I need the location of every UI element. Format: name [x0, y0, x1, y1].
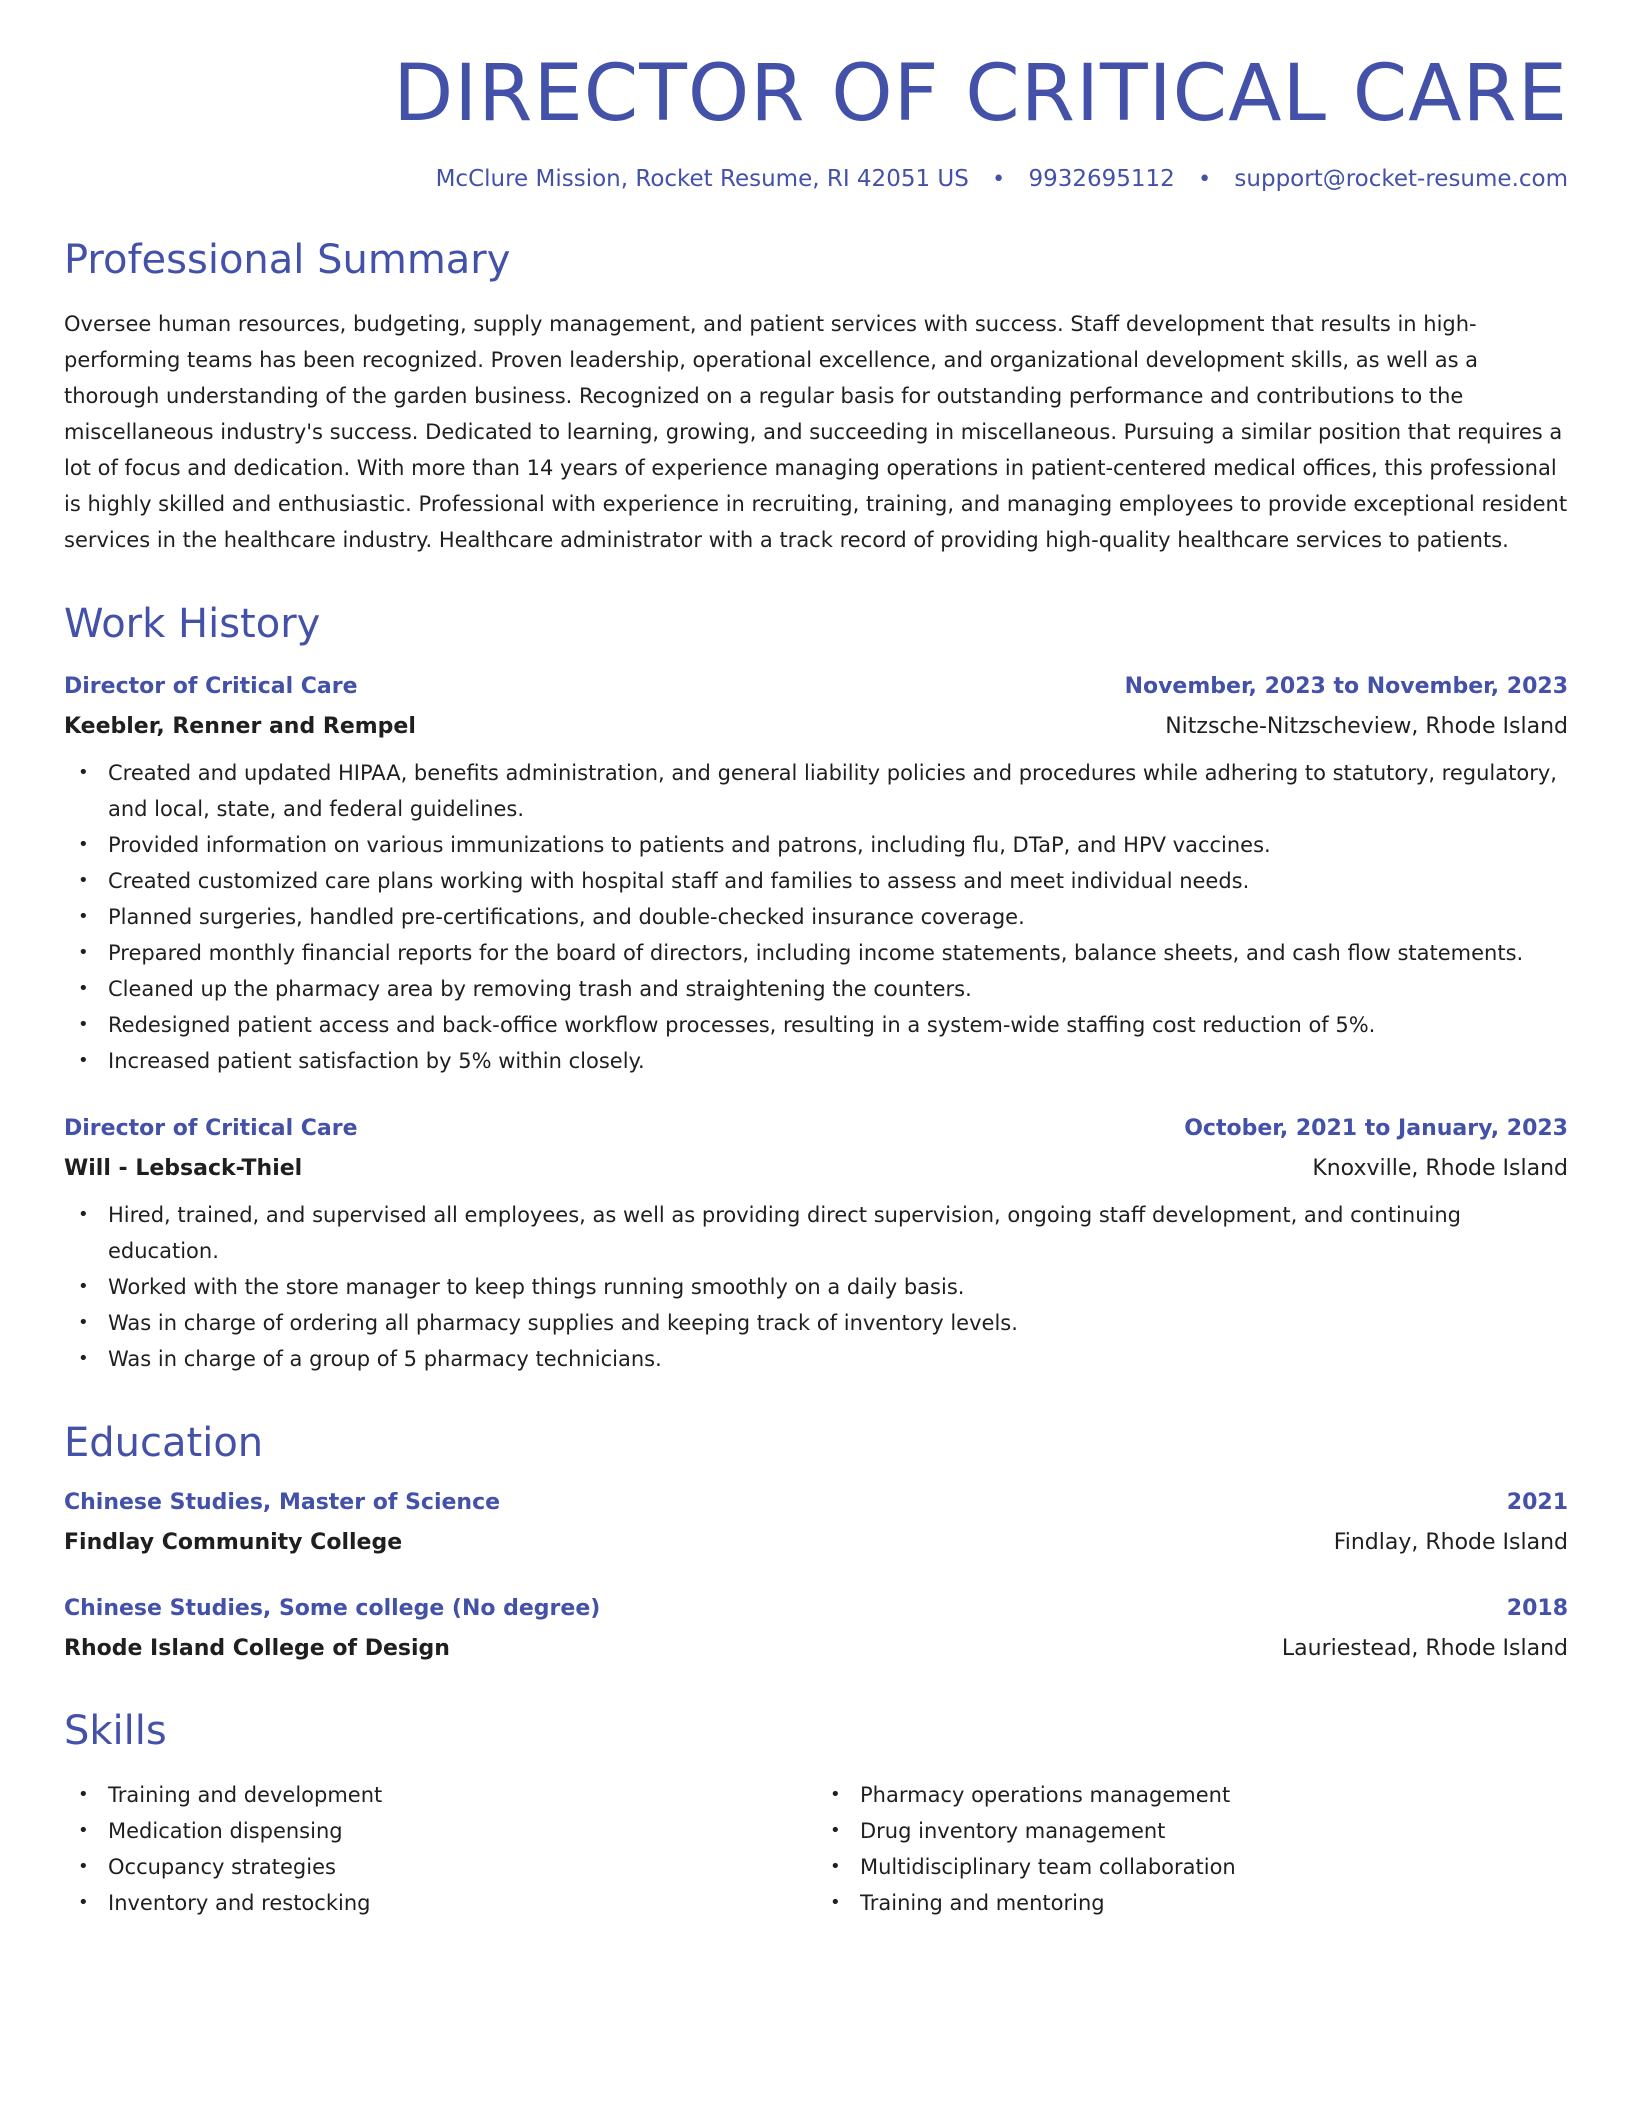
work-entry-header-row [64, 671, 1568, 703]
skills-section [64, 1709, 1568, 1921]
school-location: Findlay, Rhode Island [1333, 1529, 1568, 1555]
job-responsibility-item: • Increased patient satisfaction by 5% within closely. [64, 1043, 1568, 1079]
skills-list-left [64, 1777, 816, 1921]
skills-list-right [816, 1777, 1568, 1921]
education-section [64, 1421, 1568, 1665]
work-entry-header-row [64, 1113, 1568, 1145]
work-entry [64, 671, 1568, 1079]
job-dates: November, 2023 to November, 2023 [1124, 673, 1568, 699]
education-entry [64, 1593, 1568, 1665]
resume-title: DIRECTOR OF CRITICAL CARE [393, 49, 1568, 139]
job-responsibility-item: • Redesigned patient access and back-office workflow processes, resulting in a system-wide staffing cost reduction of 5%. [64, 1007, 1568, 1043]
graduation-year: 2018 [1506, 1595, 1568, 1621]
phone-number: 9932695112 [1028, 166, 1175, 193]
contact-separator: • [1198, 167, 1212, 193]
education-entry [64, 1487, 1568, 1559]
degree-title: Chinese Studies, Some college (No degree) [64, 1595, 601, 1621]
job-responsibility-item: • Was in charge of a group of 5 pharmacy technicians. [64, 1341, 1568, 1377]
skills-column-left [64, 1777, 816, 1921]
skill-item: • Multidisciplinary team collaboration [816, 1849, 1568, 1885]
job-responsibility-item: • Provided information on various immunizations to patients and patrons, including flu, DTaP, and HPV vaccines. [64, 827, 1568, 863]
company-name: Keebler, Renner and Rempel [64, 713, 416, 739]
work-history-section [64, 602, 1568, 1377]
professional-summary-section [64, 238, 1568, 558]
job-responsibilities-list [64, 755, 1568, 1079]
education-entry-header-row [64, 1593, 1568, 1625]
address-text: McClure Mission, Rocket Resume, RI 42051 US [435, 166, 969, 193]
skills-heading: Skills [64, 1707, 167, 1754]
skill-item: • Training and development [64, 1777, 816, 1813]
resume-header [64, 49, 1568, 194]
skill-item: • Inventory and restocking [64, 1885, 816, 1921]
job-responsibilities-list [64, 1197, 1568, 1377]
skill-item: • Training and mentoring [816, 1885, 1568, 1921]
education-heading: Education [64, 1419, 264, 1466]
degree-title: Chinese Studies, Master of Science [64, 1489, 501, 1515]
skill-item: • Occupancy strategies [64, 1849, 816, 1885]
graduation-year: 2021 [1506, 1489, 1568, 1515]
work-entry-meta-row [64, 711, 1568, 743]
job-title: Director of Critical Care [64, 1115, 358, 1141]
skill-item: • Drug inventory management [816, 1813, 1568, 1849]
contact-separator: • [992, 167, 1006, 193]
job-responsibility-item: • Created customized care plans working with hospital staff and families to assess and meet individual needs. [64, 863, 1568, 899]
work-entry [64, 1113, 1568, 1377]
education-entry-meta-row [64, 1633, 1568, 1665]
job-responsibility-item: • Was in charge of ordering all pharmacy supplies and keeping track of inventory levels. [64, 1305, 1568, 1341]
summary-text: Oversee human resources, budgeting, supply management, and patient services with success. Staff development that results in high-performing teams has been recognized. Proven leadership, operational excellence, and organizational development skills, as well as a thorough understanding of the garden business. Recognized on a regular basis for outstanding performance and contributions to the miscellaneous industry's success. Dedicated to learning, growing, and succeeding in miscellaneous. Pursuing a similar position that requires a lot of focus and dedication. With more than 14 years of experience managing operations in patient-centered medical offices, this professional is highly skilled and enthusiastic. Professional with experience in recruiting, training, and managing employees to provide exceptional resident services in the healthcare industry. Healthcare administrator with a track record of providing high-quality healthcare services to patients. [64, 311, 1568, 552]
job-title: Director of Critical Care [64, 673, 358, 699]
job-location: Nitzsche-Nitzscheview, Rhode Island [1165, 713, 1568, 739]
skills-column-right [816, 1777, 1568, 1921]
job-responsibility-item: • Cleaned up the pharmacy area by removing trash and straightening the counters. [64, 971, 1568, 1007]
job-responsibility-item: • Hired, trained, and supervised all employees, as well as providing direct supervision, ongoing staff development, and continuing education. [64, 1197, 1568, 1269]
job-responsibility-item: • Created and updated HIPAA, benefits administration, and general liability policies and procedures while adhering to statutory, regulatory, and local, state, and federal guidelines. [64, 755, 1568, 827]
school-location: Lauriestead, Rhode Island [1281, 1635, 1568, 1661]
skill-item: • Medication dispensing [64, 1813, 816, 1849]
summary-heading: Professional Summary [64, 236, 511, 283]
education-entry-meta-row [64, 1527, 1568, 1559]
job-responsibility-item: • Worked with the store manager to keep things running smoothly on a daily basis. [64, 1269, 1568, 1305]
contact-line [64, 166, 1568, 194]
job-location: Knoxville, Rhode Island [1312, 1155, 1568, 1181]
work-entry-meta-row [64, 1153, 1568, 1185]
school-name: Findlay Community College [64, 1529, 403, 1555]
job-responsibility-item: • Prepared monthly financial reports for the board of directors, including income statements, balance sheets, and cash flow statements. [64, 935, 1568, 971]
company-name: Will - Lebsack-Thiel [64, 1155, 303, 1181]
email-address: support@rocket-resume.com [1234, 166, 1568, 193]
skill-item: • Pharmacy operations management [816, 1777, 1568, 1813]
job-dates: October, 2021 to January, 2023 [1184, 1115, 1568, 1141]
skills-columns [64, 1777, 1568, 1921]
job-responsibility-item: • Planned surgeries, handled pre-certifications, and double-checked insurance coverage. [64, 899, 1568, 935]
work-history-heading: Work History [64, 600, 321, 647]
school-name: Rhode Island College of Design [64, 1635, 450, 1661]
education-entry-header-row [64, 1487, 1568, 1519]
